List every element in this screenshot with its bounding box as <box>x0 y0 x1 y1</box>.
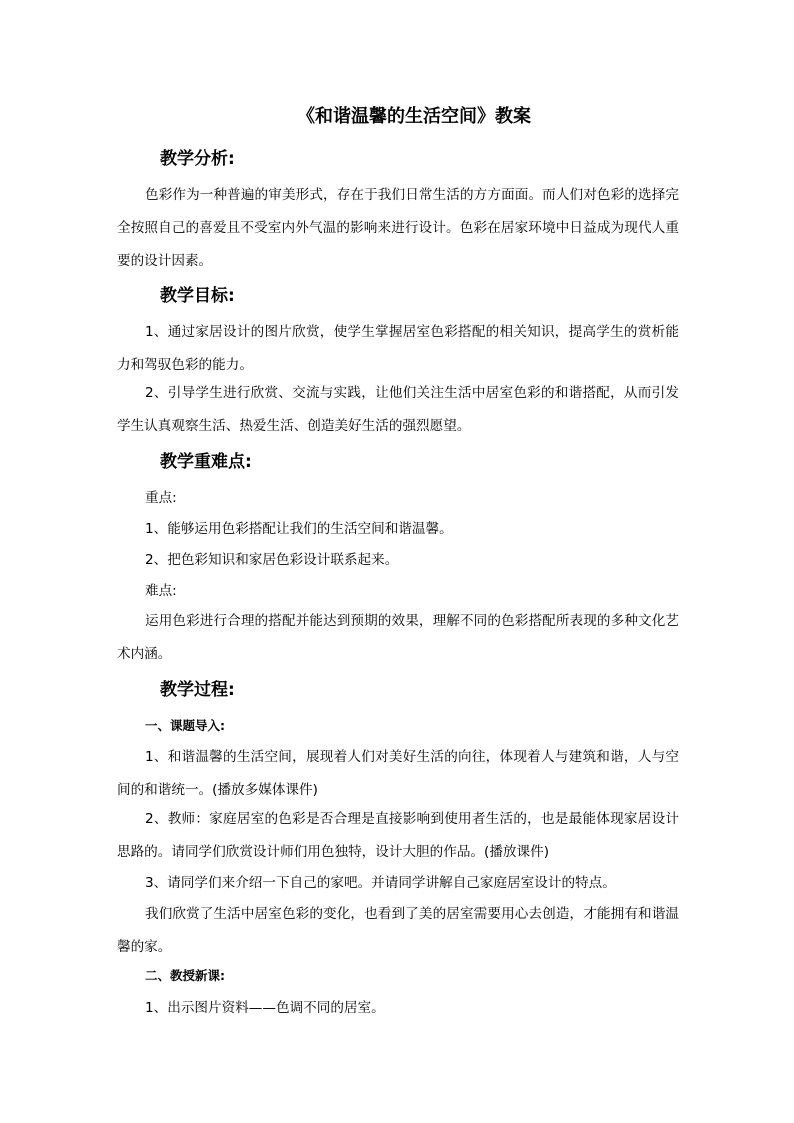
analysis-paragraph: 色彩作为一种普遍的审美形式，存在于我们日常生活的方方面面。而人们对色彩的选择完全按照自己的喜爱且不受室内外气温的影响来进行设计。色彩在居家环境中日益成为现代人重要的设计因素。 <box>117 187 679 269</box>
heading-goals: 教学目标: <box>160 286 235 306</box>
focus-item-2: 2、把色彩知识和家居色彩设计联系起来。 <box>145 552 399 568</box>
process-paragraph-2: 2、教师：家庭居室的色彩是否合理是直接影响到使用者生活的，也是最能体现家居设计思路的。请同学们欣赏设计师们用色独特，设计大胆的作品。(播放课件) <box>117 811 679 860</box>
focus-label: 重点: <box>145 490 177 506</box>
goals-paragraph-1: 1、通过家居设计的图片欣赏，使学生掌握居室色彩搭配的相关知识，提高学生的赏析能力和驾驭色彩的能力。 <box>117 324 679 373</box>
difficulty-label: 难点: <box>145 583 177 599</box>
subheading-intro: 一、课题导入: <box>145 718 225 733</box>
difficulty-item-1: 运用色彩进行合理的搭配并能达到预期的效果，理解不同的色彩搭配所表现的多种文化艺术内涵。 <box>117 613 679 662</box>
heading-key-points: 教学重难点: <box>160 452 252 472</box>
document-title: 《和谐温馨的生活空间》教案 <box>297 106 531 127</box>
focus-item-1: 1、能够运用色彩搭配让我们的生活空间和谐温馨。 <box>145 521 453 537</box>
process-paragraph-4: 我们欣赏了生活中居室色彩的变化，也看到了美的居室需要用心去创造，才能拥有和谐温馨的家。 <box>117 906 679 955</box>
heading-process: 教学过程: <box>160 680 235 700</box>
subheading-new-lesson: 二、教授新课: <box>145 968 225 983</box>
process-paragraph-3: 3、请同学们来介绍一下自己的家吧。并请同学讲解自己家庭居室设计的特点。 <box>145 875 616 891</box>
process-paragraph-5: 1、出示图片资料——色调不同的居室。 <box>145 1000 385 1016</box>
heading-analysis: 教学分析: <box>160 149 235 169</box>
process-paragraph-1: 1、和谐温馨的生活空间，展现着人们对美好生活的向往，体现着人与建筑和谐，人与空间的和谐统一。(播放多媒体课件) <box>117 749 679 798</box>
goals-paragraph-2: 2、引导学生进行欣赏、交流与实践，让他们关注生活中居室色彩的和谐搭配，从而引发学生认真观察生活、热爱生活、创造美好生活的强烈愿望。 <box>117 385 679 434</box>
